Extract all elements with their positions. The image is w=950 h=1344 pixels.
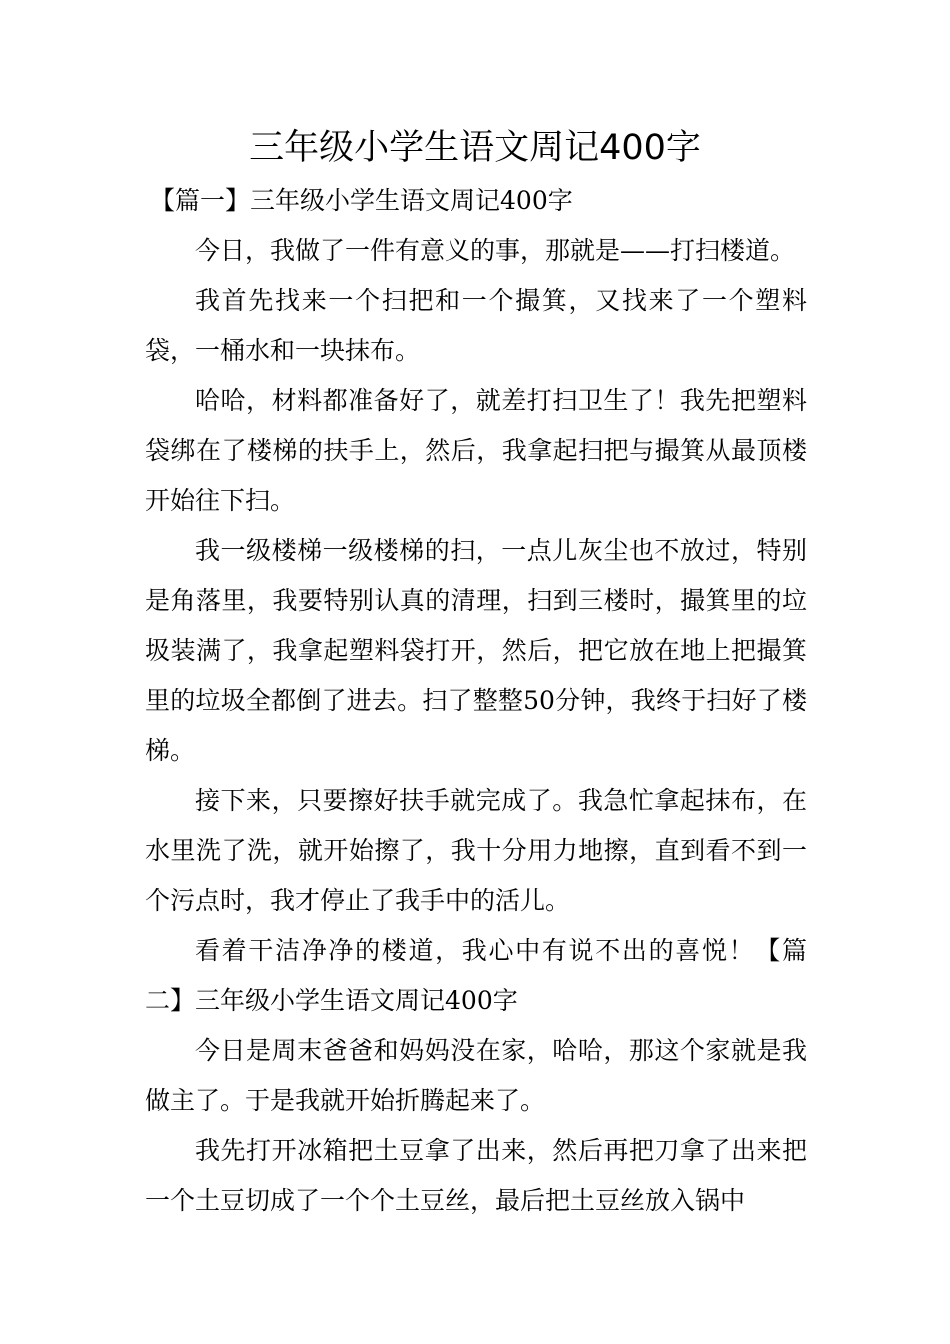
document-title: 三年级小学生语文周记400字 [249, 128, 701, 168]
paragraph: 接下来，只要擦好扶手就完成了。我急忙拿起抹布，在水里洗了洗，就开始擦了，我十分用力地擦，直到看不到一个污点时，我才停止了我手中的活儿。 [145, 786, 807, 915]
paragraph: 今日，我做了一件有意义的事，那就是——打扫楼道。 [195, 236, 796, 265]
paragraph: 我首先找来一个扫把和一个撮箕，又找来了一个塑料袋，一桶水和一块抹布。 [145, 286, 807, 365]
section-heading: 【篇一】三年级小学生语文周记400字 [150, 186, 573, 215]
paragraph: 哈哈，材料都准备好了，就差打扫卫生了！我先把塑料袋绑在了楼梯的扶手上，然后，我拿起扫把与撮箕从最顶楼开始往下扫。 [145, 386, 807, 515]
document-body [145, 176, 807, 1226]
paragraph: 我先打开冰箱把土豆拿了出来，然后再把刀拿了出来把一个土豆切成了一个个土豆丝，最后把土豆丝放入锅中 [145, 1136, 807, 1215]
paragraph: 看着干洁净净的楼道，我心中有说不出的喜悦！【篇二】三年级小学生语文周记400字 [145, 936, 807, 1015]
paragraph: 今日是周末爸爸和妈妈没在家，哈哈，那这个家就是我做主了。于是我就开始折腾起来了。 [145, 1036, 807, 1115]
paragraph: 我一级楼梯一级楼梯的扫，一点儿灰尘也不放过，特别是角落里，我要特别认真的清理，扫到三楼时，撮箕里的垃圾装满了，我拿起塑料袋打开，然后，把它放在地上把撮箕里的垃圾全都倒了进去。扫了整整50分钟，我终于扫好了楼梯。 [145, 536, 807, 765]
